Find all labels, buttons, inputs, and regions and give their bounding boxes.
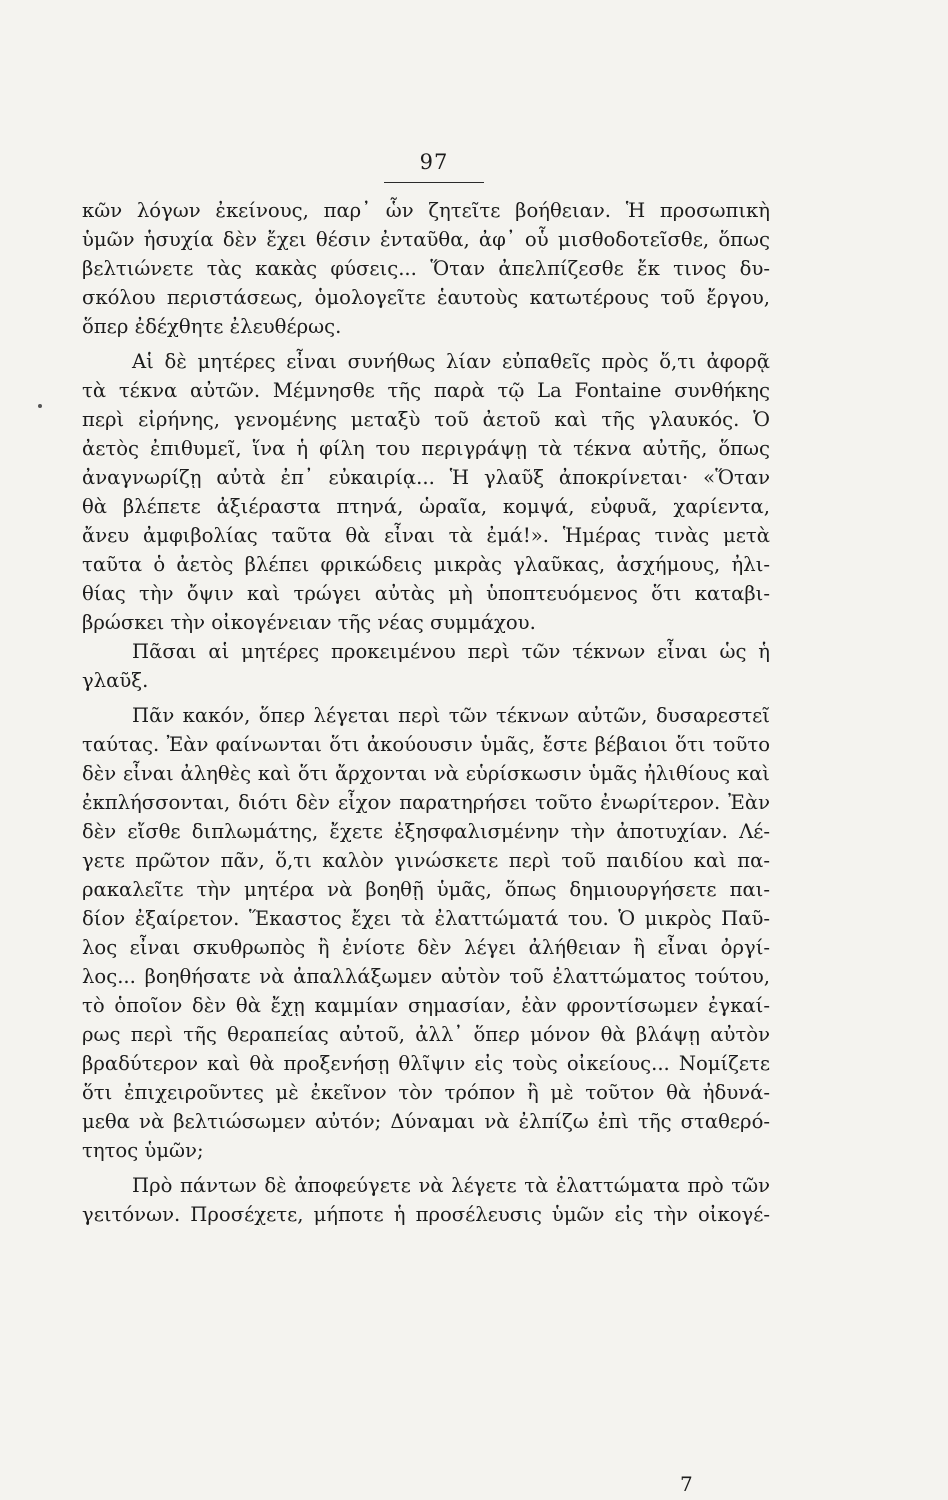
body-text xyxy=(82,196,770,1229)
gathering-signature: 7 xyxy=(680,1472,693,1496)
text-line: δὲν εἴσθε διπλωμάτης, ἔχετε ἐξησφαλισμένην τὴν ἀποτυχίαν. Λέ- xyxy=(82,820,770,843)
text-line: βελτιώνετε τὰς κακὰς φύσεις... Ὅταν ἀπελπίζεσθε ἔκ τινος δυ- xyxy=(82,257,770,280)
text-line: Πᾶσαι αἱ μητέρες προκειμένου περὶ τῶν τέκνων εἶναι ὡς ἡ xyxy=(132,640,770,663)
text-line: ρως περὶ τῆς θεραπείας αὐτοῦ, ἀλλ᾽ ὅπερ μόνον θὰ βλάψῃ αὐτὸν xyxy=(82,1023,770,1046)
text-line: ταῦτα ὁ ἀετὸς βλέπει φρικώδεις μικρὰς γλαῦκας, ἀσχήμους, ἠλι- xyxy=(82,553,770,576)
text-line: τὸ ὁποῖον δὲν θὰ ἔχῃ καμμίαν σημασίαν, ἐὰν φροντίσωμεν ἐγκαί- xyxy=(82,994,770,1017)
text-line: γετε πρῶτον πᾶν, ὅ,τι καλὸν γινώσκετε περὶ τοῦ παιδίου καὶ πα- xyxy=(82,849,770,872)
text-line: ἀετὸς ἐπιθυμεῖ, ἵνα ἡ φίλη του περιγράψῃ τὰ τέκνα αὐτῆς, ὅπως xyxy=(82,437,770,460)
text-line: Πᾶν κακόν, ὅπερ λέγεται περὶ τῶν τέκνων αὐτῶν, δυσαρεστεῖ xyxy=(132,704,770,727)
text-line: ὑμῶν ἡσυχία δὲν ἔχει θέσιν ἐνταῦθα, ἀφ᾽ οὗ μισθοδοτεῖσθε, ὅπως xyxy=(82,228,770,251)
text-line: μεθα νὰ βελτιώσωμεν αὐτόν; Δύναμαι νὰ ἐλπίζω ἐπὶ τῆς σταθερό- xyxy=(82,1110,770,1133)
text-line: περὶ εἰρήνης, γενομένης μεταξὺ τοῦ ἀετοῦ καὶ τῆς γλαυκός. Ὁ xyxy=(82,408,770,431)
page-number: 97 xyxy=(419,150,449,174)
text-line: ἄνευ ἀμφιβολίας ταῦτα θὰ εἶναι τὰ ἐμά!». Ἡμέρας τινὰς μετὰ xyxy=(82,524,770,547)
text-line: λος... βοηθήσατε νὰ ἀπαλλάξωμεν αὐτὸν τοῦ ἐλαττώματος τούτου, xyxy=(82,965,770,988)
text-line: ταύτας. Ἐὰν φαίνωνται ὅτι ἀκούουσιν ὑμᾶς, ἔστε βέβαιοι ὅτι τοῦτο xyxy=(82,733,770,756)
text-line: ρακαλεῖτε τὴν μητέρα νὰ βοηθῇ ὑμᾶς, ὅπως δημιουργήσετε παι- xyxy=(82,878,770,901)
text-line: Πρὸ πάντων δὲ ἀποφεύγετε νὰ λέγετε τὰ ἐλαττώματα πρὸ τῶν xyxy=(132,1174,770,1197)
header-rule xyxy=(384,182,484,183)
text-line: Αἱ δὲ μητέρες εἶναι συνήθως λίαν εὐπαθεῖς πρὸς ὅ,τι ἀφορᾷ xyxy=(132,350,770,373)
text-line: δὲν εἶναι ἀληθὲς καὶ ὅτι ἄρχονται νὰ εὑρίσκωσιν ὑμᾶς ἠλιθίους καὶ xyxy=(82,762,770,785)
text-line: λος εἶναι σκυθρωπὸς ἢ ἐνίοτε δὲν λέγει ἀλήθειαν ἢ εἶναι ὀργί- xyxy=(82,936,770,959)
paragraph-1 xyxy=(82,196,770,341)
text-line: ὅπερ ἐδέχθητε ἐλευθέρως. xyxy=(82,315,342,338)
text-line: θίας τὴν ὄψιν καὶ τρώγει αὐτὰς μὴ ὑποπτευόμενος ὅτι καταβι- xyxy=(82,582,770,605)
paragraph-5 xyxy=(82,1171,770,1229)
text-line: κῶν λόγων ἐκείνους, παρ᾽ ὧν ζητεῖτε βοήθειαν. Ἡ προσωπικὴ xyxy=(82,199,770,222)
text-line: ὅτι ἐπιχειροῦντες μὲ ἐκεῖνον τὸν τρόπον ἢ μὲ τοῦτον θὰ ἠδυνά- xyxy=(82,1081,770,1104)
text-line: δίον ἐξαίρετον. Ἕκαστος ἔχει τὰ ἐλαττώματά του. Ὁ μικρὸς Παῦ- xyxy=(82,907,770,930)
paragraph-2 xyxy=(82,347,770,637)
text-line: γλαῦξ. xyxy=(82,669,149,692)
text-line: σκόλου περιστάσεως, ὁμολογεῖτε ἑαυτοὺς κατωτέρους τοῦ ἔργου, xyxy=(82,286,770,309)
text-line: βραδύτερον καὶ θὰ προξενήσῃ θλῖψιν εἰς τοὺς οἰκείους... Νομίζετε xyxy=(82,1052,770,1075)
text-line: γειτόνων. Προσέχετε, μήποτε ἡ προσέλευσις ὑμῶν εἰς τὴν οἰκογέ- xyxy=(82,1203,770,1226)
text-line: τὰ τέκνα αὐτῶν. Μέμνησθε τῆς παρὰ τῷ La Fontaine συνθήκης xyxy=(82,379,770,402)
text-line: τητος ὑμῶν; xyxy=(82,1139,204,1162)
paragraph-4 xyxy=(82,701,770,1165)
margin-speck xyxy=(38,404,42,408)
text-line: βρώσκει τὴν οἰκογένειαν τῆς νέας συμμάχου. xyxy=(82,611,536,634)
text-line: θὰ βλέπετε ἀξιέραστα πτηνά, ὡραῖα, κομψά, εὐφυᾶ, χαρίεντα, xyxy=(82,495,770,518)
text-line: ἀναγνωρίζῃ αὐτὰ ἐπ᾽ εὐκαιρίᾳ... Ἡ γλαῦξ ἀποκρίνεται· «Ὅταν xyxy=(82,466,770,489)
paragraph-3 xyxy=(82,637,770,695)
text-line: ἐκπλήσσονται, διότι δὲν εἶχον παρατηρήσει τοῦτο ἐνωρίτερον. Ἐὰν xyxy=(82,791,770,814)
